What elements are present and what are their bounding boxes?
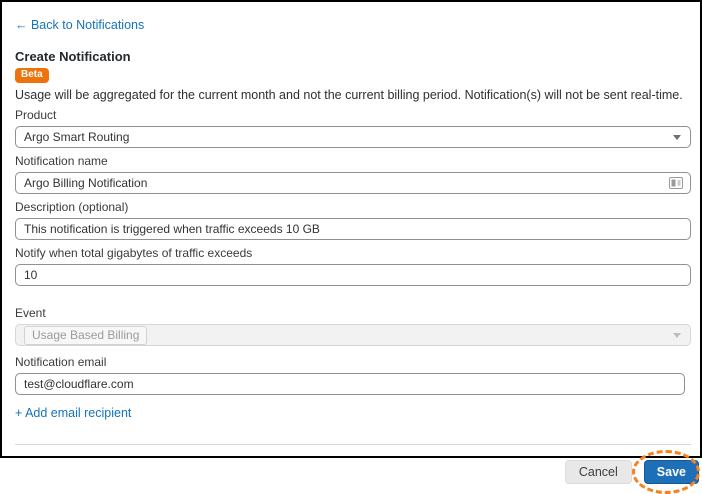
notification-name-input[interactable] [15,172,691,194]
threshold-input[interactable] [15,264,691,286]
chevron-down-icon [673,135,681,140]
footer-divider [15,444,691,445]
page-description: Usage will be aggregated for the current month and not the current billing period. Notification(s) will not be sent real-time. [15,88,683,102]
description-label: Description (optional) [15,200,129,214]
description-field [15,200,687,240]
description-input[interactable] [15,218,691,240]
product-select[interactable] [15,126,691,148]
chevron-down-icon [673,333,681,338]
product-select-value: Argo Smart Routing [24,130,130,144]
page-title: Create Notification [15,49,131,64]
notification-email-field [15,355,687,395]
event-label: Event [15,306,46,320]
product-label: Product [15,108,57,122]
event-field [15,306,687,346]
event-select-value: Usage Based Billing [24,326,147,345]
add-email-recipient-link[interactable]: + Add email recipient [15,406,132,420]
cancel-button[interactable]: Cancel [565,460,632,484]
event-select [15,324,691,346]
back-to-notifications-link[interactable]: ← Back to Notifications [15,18,145,32]
threshold-label: Notify when total gigabytes of traffic exceeds [15,246,253,260]
product-field [15,108,687,148]
threshold-field [15,246,687,286]
notification-email-input[interactable] [15,373,685,395]
save-button[interactable]: Save [644,460,699,484]
footer-actions [15,460,699,484]
notification-name-field [15,154,687,194]
notification-email-label: Notification email [15,355,107,369]
notification-name-label: Notification name [15,154,108,168]
beta-badge: Beta [15,68,49,83]
autofill-contact-card-icon [669,177,683,189]
